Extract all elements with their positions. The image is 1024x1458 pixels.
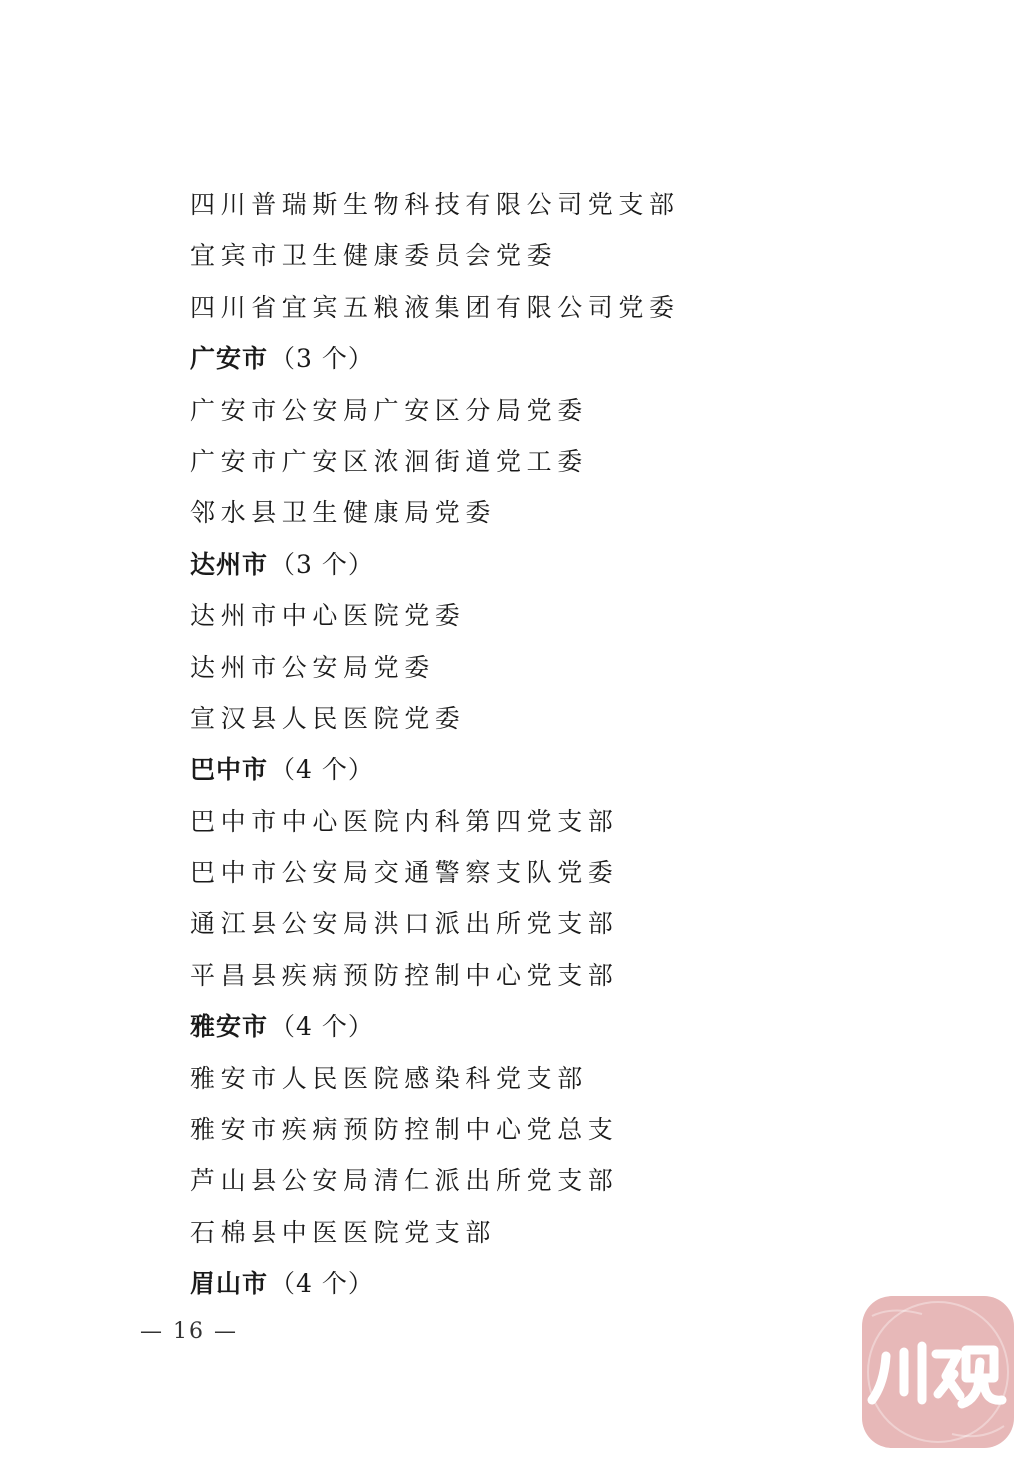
list-item: 巴中市中心医院内科第四党支部 (190, 806, 619, 836)
section-heading (190, 1001, 950, 1052)
list-item: 四川省宜宾五粮液集团有限公司党委 (190, 292, 680, 322)
list-item: 石棉县中医医院党支部 (190, 1217, 497, 1247)
section-heading-count: （4 个） (270, 1012, 374, 1042)
list-item: 广安市公安局广安区分局党委 (190, 395, 588, 425)
section-heading-count: （3 个） (270, 344, 374, 374)
section-heading (190, 539, 950, 590)
list-item: 达州市中心医院党委 (190, 601, 466, 631)
section-heading (190, 333, 950, 384)
list-item: 平昌县疾病预防控制中心党支部 (190, 960, 619, 990)
list-item: 达州市公安局党委 (190, 652, 435, 682)
chuanguan-watermark-logo (862, 1296, 1014, 1448)
list-item: 雅安市人民医院感染科党支部 (190, 1063, 588, 1093)
section-heading-city: 眉山市 (190, 1269, 269, 1299)
section-heading-city: 巴中市 (190, 755, 269, 785)
list-item: 雅安市疾病预防控制中心党总支 (190, 1115, 619, 1145)
list-item: 邻水县卫生健康局党委 (190, 498, 497, 528)
list-item: 通江县公安局洪口派出所党支部 (190, 909, 619, 939)
section-heading-city: 雅安市 (190, 1012, 269, 1042)
list-item: 四川普瑞斯生物科技有限公司党支部 (190, 190, 680, 219)
document-body (190, 179, 950, 1310)
section-heading (190, 1258, 950, 1309)
list-item: 广安市广安区浓洄街道党工委 (190, 446, 588, 476)
list-item: 巴中市公安局交通警察支队党委 (190, 858, 619, 888)
chuanguan-logo-icon (862, 1296, 1014, 1448)
section-heading-city: 达州市 (190, 549, 269, 579)
list-item: 芦山县公安局清仁派出所党支部 (190, 1166, 619, 1196)
page-number: — 16 — (140, 1319, 238, 1344)
section-heading-count: （3 个） (270, 549, 374, 579)
section-heading (190, 744, 950, 795)
section-heading-count: （4 个） (270, 755, 374, 785)
section-heading-count: （4 个） (270, 1269, 374, 1299)
list-item: 宣汉县人民医院党委 (190, 703, 466, 733)
list-item: 宜宾市卫生健康委员会党委 (190, 241, 558, 271)
section-heading-city: 广安市 (190, 344, 269, 374)
